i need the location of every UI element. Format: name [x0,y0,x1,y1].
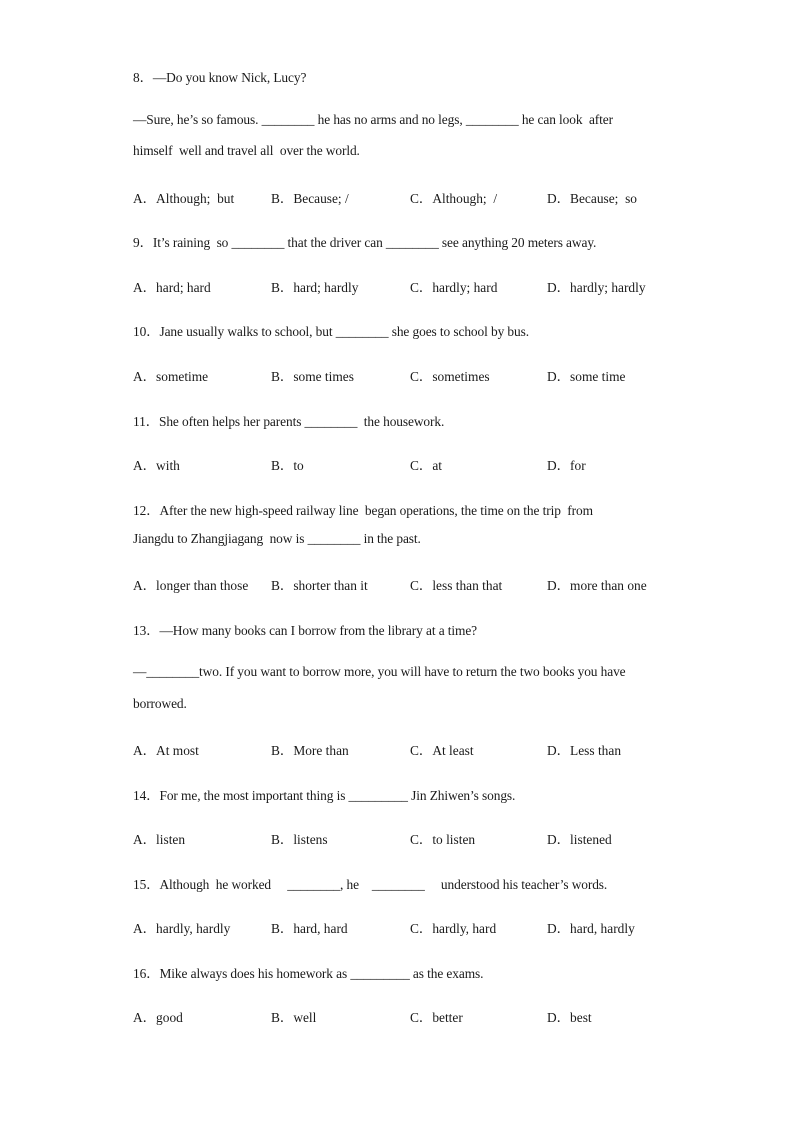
option-a[interactable]: A．hardly, hardly [133,921,231,936]
option-b[interactable]: B．to [271,458,304,473]
option-d[interactable]: D．listened [547,832,612,847]
question-10-options [133,366,673,384]
question-16-stem: 16．Mike always does his homework as _________ as the exams. [133,966,484,981]
option-c[interactable]: C．to listen [410,832,476,847]
option-d[interactable]: D．for [547,458,586,473]
option-b[interactable]: B．hard, hard [271,921,348,936]
option-d[interactable]: D．some time [547,369,626,384]
question-8-stem: 8．—Do you know Nick, Lucy? [133,70,307,85]
option-c[interactable]: C．At least [410,743,474,758]
question-13-options [133,740,673,758]
option-b[interactable]: B．well [271,1010,317,1025]
option-b[interactable]: B．Because; / [271,191,349,206]
question-10-stem: 10．Jane usually walks to school, but ________ she goes to school by bus. [133,324,529,339]
option-a[interactable]: A．with [133,458,180,473]
option-d[interactable]: D．more than one [547,578,647,593]
option-a[interactable]: A．Although; but [133,191,235,206]
question-15-options [133,918,673,936]
option-c[interactable]: C．at [410,458,442,473]
question-8-line-3: himself well and travel all over the world. [133,143,360,158]
option-a[interactable]: A．hard; hard [133,280,211,295]
option-c[interactable]: C．better [410,1010,463,1025]
question-15-stem: 15．Although he worked ________, he ________ understood his teacher’s words. [133,877,608,892]
option-c[interactable]: C．hardly, hard [410,921,497,936]
question-11-stem: 11．She often helps her parents ________ the housework. [133,414,445,429]
question-13-stem: 13．—How many books can I borrow from the library at a time? [133,623,478,638]
option-a[interactable]: A．listen [133,832,186,847]
option-c[interactable]: C．Although; / [410,191,498,206]
question-14-options [133,829,673,847]
option-b[interactable]: B．listens [271,832,328,847]
option-d[interactable]: D．Less than [547,743,622,758]
option-c[interactable]: C．hardly; hard [410,280,498,295]
option-b[interactable]: B．More than [271,743,349,758]
option-d[interactable]: D．best [547,1010,592,1025]
question-11-options [133,455,673,473]
option-a[interactable]: A．longer than those [133,578,249,593]
option-d[interactable]: D．hard, hardly [547,921,635,936]
question-12-options [133,575,673,593]
option-a[interactable]: A．sometime [133,369,209,384]
option-a[interactable]: A．good [133,1010,183,1025]
question-12-stem: 12．After the new high-speed railway line began operations, the time on the trip from [133,503,593,518]
question-9-stem: 9．It’s raining so ________ that the driver can ________ see anything 20 meters away. [133,235,597,250]
option-b[interactable]: B．some times [271,369,354,384]
question-13-line-2: —________two. If you want to borrow more, you will have to return the two books you have [133,664,626,679]
question-13-line-3: borrowed. [133,696,187,711]
option-d[interactable]: D．Because; so [547,191,637,206]
option-c[interactable]: C．less than that [410,578,503,593]
option-d[interactable]: D．hardly; hardly [547,280,646,295]
question-14-stem: 14．For me, the most important thing is _________ Jin Zhiwen’s songs. [133,788,516,803]
option-b[interactable]: B．shorter than it [271,578,368,593]
option-b[interactable]: B．hard; hardly [271,280,359,295]
question-8-options [133,188,673,206]
question-12-line-2: Jiangdu to Zhangjiagang now is ________ in the past. [133,531,421,546]
option-c[interactable]: C．sometimes [410,369,490,384]
option-a[interactable]: A．At most [133,743,199,758]
question-16-options [133,1007,673,1025]
question-8-line-2: —Sure, he’s so famous. ________ he has no arms and no legs, ________ he can look after [133,112,613,127]
question-9-options [133,277,673,295]
